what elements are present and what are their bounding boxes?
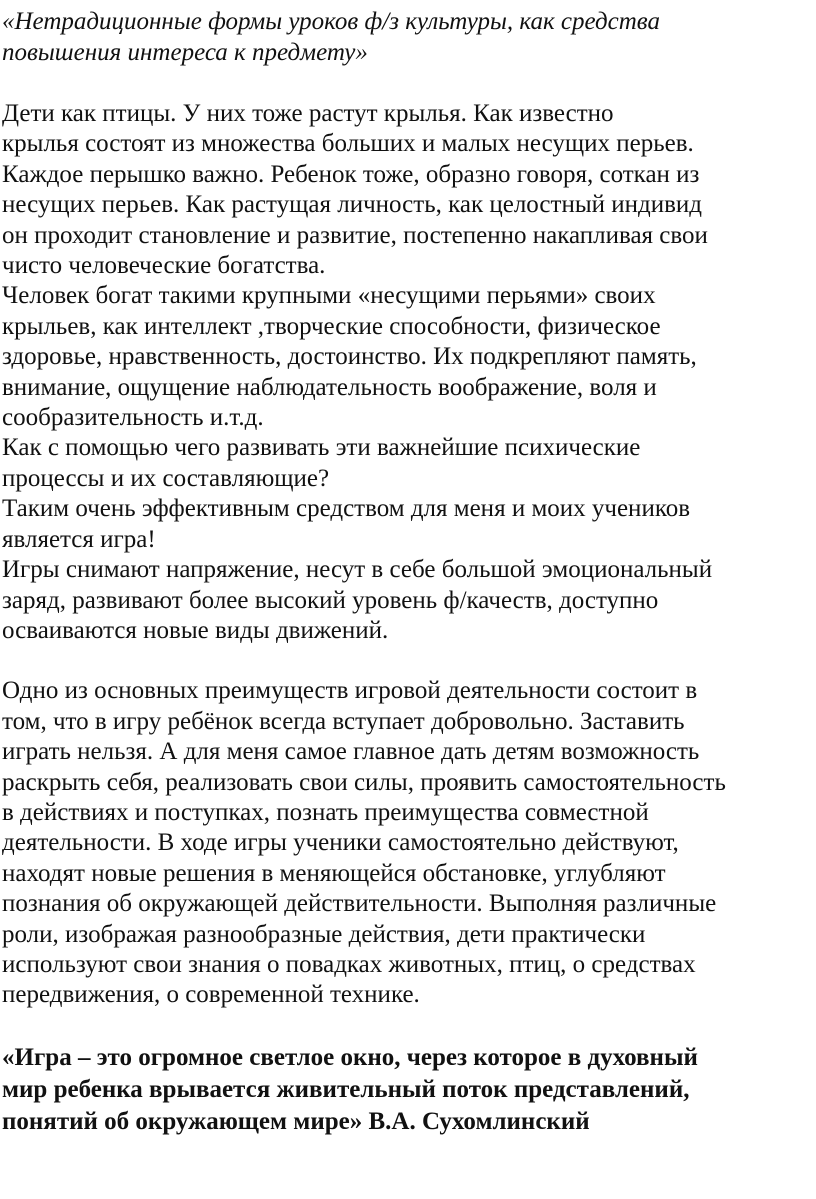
- paragraph-game-advantages: Одно из основных преимуществ игровой деятельности состоит в том, что в игру ребёнок всегда вступает добровольно. Заставить играть нельзя. А для меня самое главное дать детям возможность раскрыть себя, реализовать свои силы, проявить самостоятельность в действиях и поступках, познать преимущества совместной деятельности. В ходе игры ученики самостоятельно действуют, находят новые решения в меняющейся обстановке, углубляют познания об окружающей действительности. Выполняя различные роли, изображая разнообразные действия, дети практически используют свои знания о повадках животных, птиц, о средствах передвижения, о современной технике.: [2, 677, 726, 1009]
- document-title: «Нетрадиционные формы уроков ф/з культуры, как средства повышения интереса к предмету»: [2, 8, 660, 66]
- paragraph-intro: Дети как птицы. У них тоже растут крылья. Как известно крылья состоят из множества больших и малых несущих перьев. Каждое перышко важно. Ребенок тоже, образно говоря, соткан из несущих перьев. Как растущая личность, как целостный индивид он проходит становление и развитие, постепенно накапливая свои чисто человеческие богатства. Человек богат такими крупными «несущими перьями» своих крыльев, как интеллект ,творческие способности, физическое здоровье, нравственность, достоинство. Их подкрепляют память, внимание, ощущение наблюдательность воображение, воля и сообразительность и.т.д. Как с помощью чего развивать эти важнейшие психические процессы и их составляющие? Таким очень эффективным средством для меня и моих учеников является игра! Игры снимают напряжение, несут в себе большой эмоциональный заряд, развивают более высокий уровень ф/качеств, доступно осваиваются новые виды движений.: [2, 100, 713, 644]
- closing-quote: «Игра – это огромное светлое окно, через которое в духовный мир ребенка врывается живительный поток представлений, понятий об окружающем мире» В.А. Сухомлинский: [2, 1043, 698, 1135]
